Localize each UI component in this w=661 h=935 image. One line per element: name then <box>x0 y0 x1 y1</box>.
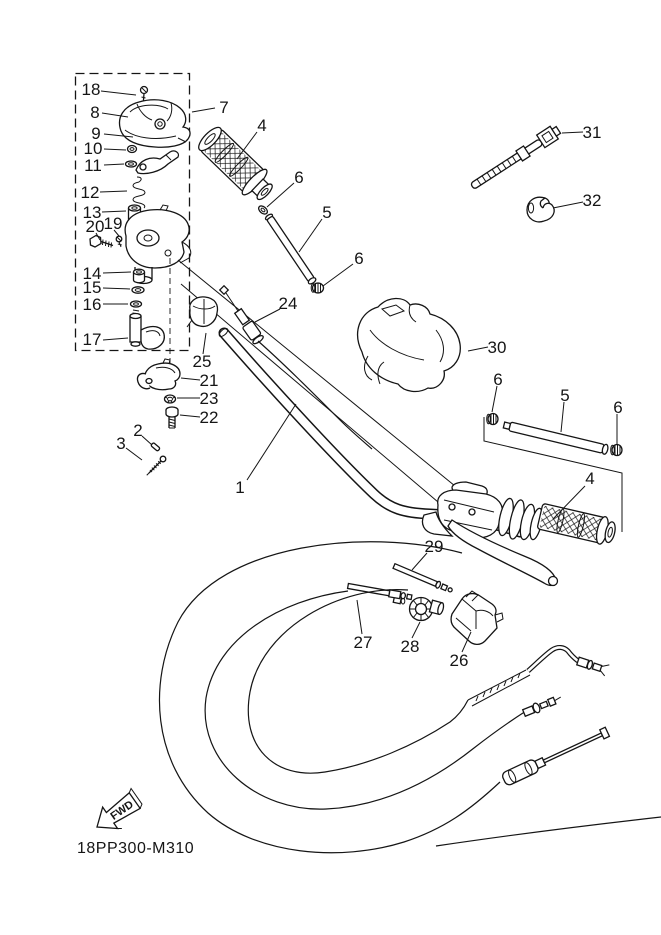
cable-tie-31 <box>468 124 563 193</box>
grip-left <box>194 123 279 207</box>
fwd-arrow <box>90 788 147 840</box>
callout-14: 14 <box>82 264 102 283</box>
callout-18: 18 <box>81 80 101 99</box>
callout-10: 10 <box>83 139 103 158</box>
callout-8: 8 <box>90 103 100 122</box>
grip-right <box>537 502 618 546</box>
callout-5-a: 5 <box>322 203 332 222</box>
lock-washer-23 <box>165 395 176 403</box>
callout-17: 17 <box>82 330 102 349</box>
washer-6-upper <box>257 204 269 215</box>
cable-end-27 <box>347 583 412 601</box>
callout-27: 27 <box>353 633 373 652</box>
handlebar-pad-30 <box>358 298 461 391</box>
callout-7: 7 <box>219 98 229 117</box>
callout-32: 32 <box>582 191 602 210</box>
washer-part16 <box>131 301 142 307</box>
spring-part12 <box>133 177 145 208</box>
throttle-tube-flanges <box>496 496 546 544</box>
throttle-arm <box>136 151 178 174</box>
callout-25: 25 <box>192 352 212 371</box>
callout-19: 19 <box>103 214 123 233</box>
cable-loops <box>159 542 661 853</box>
throttle-housing-cover <box>120 100 191 147</box>
bolt-part20 <box>90 236 113 248</box>
nut-6-right-a <box>487 414 498 425</box>
callout-3: 3 <box>116 434 126 453</box>
callout-6-b: 6 <box>354 249 364 268</box>
callout-29: 29 <box>424 537 444 556</box>
callout-21: 21 <box>199 371 219 390</box>
fwd-arrow-label: FWD <box>108 798 136 823</box>
cable-end-middle <box>522 693 563 717</box>
callout-1: 1 <box>235 478 245 497</box>
bolt-22 <box>166 407 178 428</box>
throttle-shaft-part17 <box>130 310 164 349</box>
callout-12: 12 <box>80 183 100 202</box>
callout-30: 30 <box>487 338 507 357</box>
adjuster-wheel-28 <box>393 595 444 620</box>
callout-5-b: 5 <box>560 386 570 405</box>
callout-2: 2 <box>133 421 143 440</box>
callout-6-d: 6 <box>613 398 623 417</box>
callout-28: 28 <box>400 637 420 656</box>
bushing-part14 <box>134 269 145 283</box>
drawing-code: 18PP300-M310 <box>77 840 195 857</box>
callout-16: 16 <box>82 295 102 314</box>
screw-part19 <box>116 236 122 247</box>
washer-part11 <box>126 161 137 167</box>
callout-4-a: 4 <box>257 116 267 135</box>
callout-4-b: 4 <box>585 469 595 488</box>
washer-part15 <box>132 287 144 293</box>
callout-13: 13 <box>82 203 102 222</box>
cable-end-lower <box>501 725 610 786</box>
pin-2 <box>151 442 160 451</box>
rod-5-upper <box>264 213 316 285</box>
screw-3 <box>145 455 167 477</box>
nut-part10 <box>128 146 137 153</box>
guide-ring-25 <box>187 297 218 327</box>
callout-31: 31 <box>582 123 602 142</box>
clip-32 <box>527 197 554 222</box>
cable-holder-26 <box>451 591 503 644</box>
callout-9: 9 <box>91 124 101 143</box>
callout-22: 22 <box>199 408 219 427</box>
callout-6-a: 6 <box>294 168 304 187</box>
callout-23: 23 <box>199 389 219 408</box>
callout-20: 20 <box>85 217 105 236</box>
nut-6-upper <box>311 283 323 293</box>
cable-end-upper <box>468 647 609 706</box>
callout-11: 11 <box>84 156 102 175</box>
callout-15: 15 <box>82 278 102 297</box>
callout-26: 26 <box>449 651 469 670</box>
clamp-21 <box>137 359 180 390</box>
callout-6-c: 6 <box>493 370 503 389</box>
nut-6-right-b <box>611 445 622 456</box>
callout-24: 24 <box>278 294 298 313</box>
